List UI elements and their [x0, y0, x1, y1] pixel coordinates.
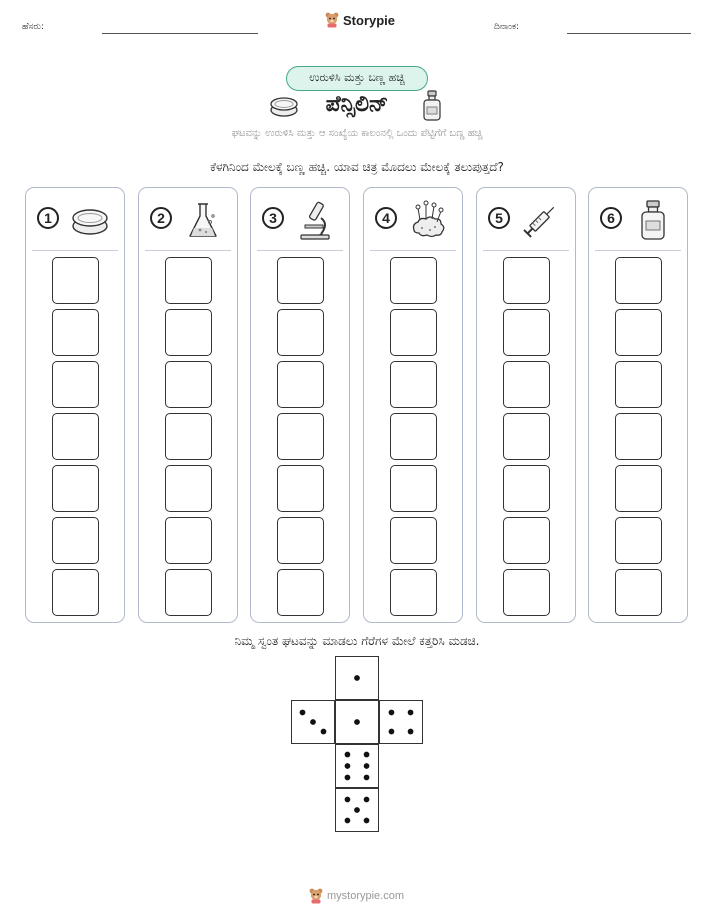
color-box[interactable] — [390, 309, 437, 356]
syringe-icon — [521, 198, 561, 242]
color-box[interactable] — [277, 413, 324, 460]
color-box[interactable] — [615, 309, 662, 356]
column-number: 6 — [600, 207, 622, 229]
date-label: ದಿನಾಂಕ: — [494, 22, 520, 32]
color-box[interactable] — [615, 465, 662, 512]
color-box[interactable] — [52, 257, 99, 304]
color-box[interactable] — [615, 257, 662, 304]
color-box[interactable] — [52, 517, 99, 564]
die-face-4 — [379, 700, 423, 744]
instruction: ಕೆಳಗಿನಿಂದ ಮೇಲಕ್ಕೆ ಬಣ್ಣ ಹಚ್ಚಿ. ಯಾವ ಚಿತ್ರ ಮೊದಲು ಮೇಲಕ್ಕೆ ತಲುಪುತ್ತದೆ? — [210, 160, 504, 174]
petri-dish-icon — [70, 198, 110, 242]
color-box[interactable] — [615, 569, 662, 616]
color-box[interactable] — [165, 517, 212, 564]
column-number: 4 — [375, 207, 397, 229]
die-face-5 — [335, 788, 379, 832]
fold-instruction: ನಿಮ್ಮ ಸ್ವಂತ ಘಟವನ್ನು ಮಾಡಲು ಗೆರೆಗಳ ಮೇಲೆ ಕತ್ತರಿಸಿ ಮಡಚಿ. — [234, 634, 480, 648]
color-box[interactable] — [165, 309, 212, 356]
color-box[interactable] — [615, 361, 662, 408]
microscope-icon — [295, 198, 335, 242]
column-divider — [32, 250, 118, 251]
column-number: 2 — [150, 207, 172, 229]
color-box[interactable] — [52, 569, 99, 616]
die-face-6 — [335, 744, 379, 788]
column-divider — [595, 250, 681, 251]
color-box[interactable] — [503, 257, 550, 304]
color-box[interactable] — [390, 257, 437, 304]
column-4 — [363, 187, 463, 623]
die-face-1 — [335, 656, 379, 700]
color-box[interactable] — [52, 361, 99, 408]
color-box[interactable] — [52, 465, 99, 512]
color-box[interactable] — [503, 413, 550, 460]
column-5 — [476, 187, 576, 623]
color-box[interactable] — [52, 309, 99, 356]
color-box[interactable] — [165, 465, 212, 512]
subtitle: ಘಟವನ್ನು ಉರುಳಿಸಿ ಮತ್ತು ಆ ಸಂಖ್ಯೆಯ ಕಾಲಂನಲ್ಲಿ ಒಂದು ಪೆಟ್ಟಿಗೆಗೆ ಬಣ್ಣ ಹಚ್ಚಿ — [231, 128, 483, 139]
bear-mascot-icon — [325, 12, 339, 28]
brand-name: Storypie — [343, 12, 396, 28]
flask-icon — [183, 198, 223, 242]
mold-icon — [408, 198, 448, 242]
color-box[interactable] — [390, 361, 437, 408]
vial-icon — [633, 198, 673, 242]
color-box[interactable] — [52, 413, 99, 460]
column-number: 5 — [488, 207, 510, 229]
column-3 — [250, 187, 350, 623]
column-6 — [588, 187, 688, 623]
date-line[interactable] — [567, 33, 691, 34]
name-line[interactable] — [102, 33, 258, 34]
die-face-1 — [335, 700, 379, 744]
color-box[interactable] — [503, 309, 550, 356]
column-1 — [25, 187, 125, 623]
brand-logo — [325, 12, 395, 28]
color-box[interactable] — [503, 517, 550, 564]
color-box[interactable] — [165, 361, 212, 408]
column-divider — [483, 250, 569, 251]
color-box[interactable] — [615, 517, 662, 564]
column-2 — [138, 187, 238, 623]
column-number: 3 — [262, 207, 284, 229]
color-box[interactable] — [277, 361, 324, 408]
color-box[interactable] — [277, 569, 324, 616]
color-box[interactable] — [277, 517, 324, 564]
color-box[interactable] — [390, 413, 437, 460]
color-box[interactable] — [390, 465, 437, 512]
page-title: ಪೆನ್ಸಿಲಿನ್ — [325, 92, 389, 117]
vial-icon — [422, 90, 442, 122]
color-box[interactable] — [277, 465, 324, 512]
color-box[interactable] — [390, 517, 437, 564]
column-divider — [370, 250, 456, 251]
column-divider — [145, 250, 231, 251]
color-box[interactable] — [277, 309, 324, 356]
color-box[interactable] — [165, 257, 212, 304]
color-box[interactable] — [165, 413, 212, 460]
column-divider — [257, 250, 343, 251]
color-box[interactable] — [503, 465, 550, 512]
color-box[interactable] — [503, 361, 550, 408]
color-box[interactable] — [165, 569, 212, 616]
color-box[interactable] — [390, 569, 437, 616]
column-number: 1 — [37, 207, 59, 229]
bear-mascot-icon — [309, 888, 323, 904]
name-label: ಹೆಸರು: — [22, 22, 45, 32]
die-face-3 — [291, 700, 335, 744]
color-box[interactable] — [277, 257, 324, 304]
footer — [309, 888, 404, 904]
color-box[interactable] — [615, 413, 662, 460]
activity-tag: ಉರುಳಿಸಿ ಮತ್ತು ಬಣ್ಣ ಹಚ್ಚಿ — [286, 66, 428, 91]
color-box[interactable] — [503, 569, 550, 616]
footer-url[interactable]: mystorypie.com — [327, 890, 405, 902]
